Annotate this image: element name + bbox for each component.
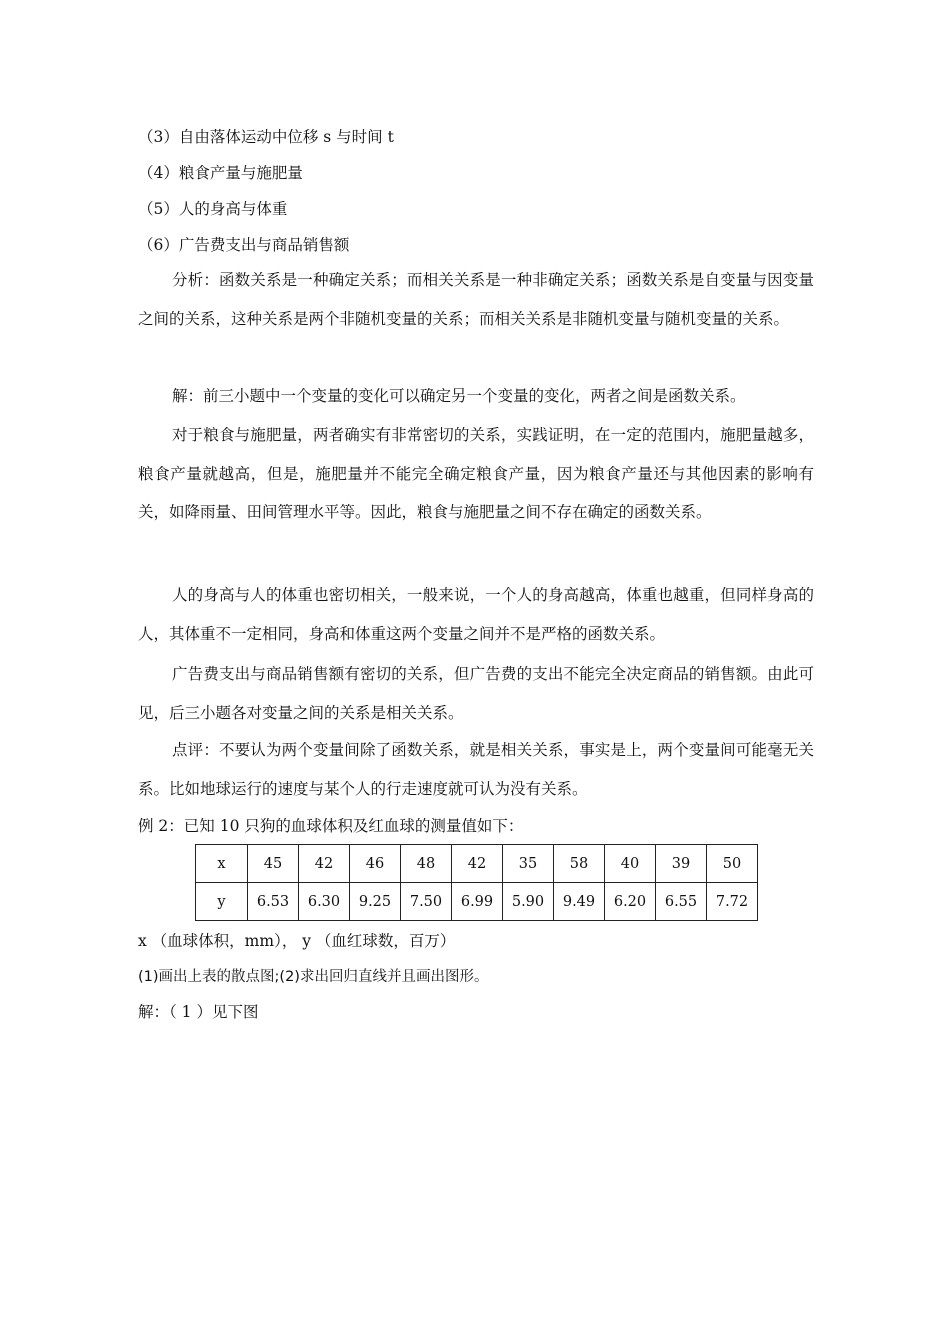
list-item-5: （5）人的身高与体重 <box>138 200 288 218</box>
row-header-y: y <box>196 883 248 921</box>
table-cell: 46 <box>350 845 401 883</box>
table-cell: 35 <box>503 845 554 883</box>
measurement-table <box>195 844 758 921</box>
table-cell: 42 <box>299 845 350 883</box>
table-row <box>196 883 758 921</box>
table-cell: 7.50 <box>401 883 452 921</box>
table-cell: 6.30 <box>299 883 350 921</box>
list-item-6: （6）广告费支出与商品销售额 <box>138 236 350 254</box>
advertising-paragraph: 广告费支出与商品销售额有密切的关系，但广告费的支出不能完全决定商品的销售额。由此可见，后三小题各对变量之间的关系是相关关系。 <box>138 665 814 722</box>
table-cell: 42 <box>452 845 503 883</box>
table-cell: 45 <box>248 845 299 883</box>
height-weight-paragraph: 人的身高与人的体重也密切相关，一般来说，一个人的身高越高，体重也越重，但同样身高的人，其体重不一定相同，身高和体重这两个变量之间并不是严格的函数关系。 <box>138 586 814 643</box>
table-cell: 48 <box>401 845 452 883</box>
table-cell: 6.55 <box>656 883 707 921</box>
table-cell: 6.53 <box>248 883 299 921</box>
table-cell: 6.20 <box>605 883 656 921</box>
list-item-4: （4）粮食产量与施肥量 <box>138 164 303 182</box>
table-row <box>196 845 758 883</box>
table-cell: 9.25 <box>350 883 401 921</box>
question-text: (1)画出上表的散点图;(2)求出回归直线并且画出图形。 <box>138 969 489 985</box>
units-note: x （血球体积，mm）， y （血红球数，百万） <box>138 932 456 950</box>
table-cell: 6.99 <box>452 883 503 921</box>
grain-fertilizer-paragraph: 对于粮食与施肥量，两者确实有非常密切的关系，实践证明，在一定的范围内，施肥量越多，粮食产量就越高，但是，施肥量并不能完全确定粮食产量，因为粮食产量还与其他因素的影响有关，如降雨量、田间管理水平等。因此，粮食与施肥量之间不存在确定的函数关系。 <box>138 426 814 521</box>
example-title: 例 2：已知 10 只狗的血球体积及红血球的测量值如下： <box>138 817 524 835</box>
comment-paragraph: 点评：不要认为两个变量间除了函数关系，就是相关关系，事实是上，两个变量间可能毫无关系。比如地球运行的速度与某个人的行走速度就可认为没有关系。 <box>138 741 814 798</box>
table-cell: 50 <box>707 845 758 883</box>
row-header-x: x <box>196 845 248 883</box>
table-cell: 40 <box>605 845 656 883</box>
solution-paragraph: 解：前三小题中一个变量的变化可以确定另一个变量的变化，两者之间是函数关系。 <box>172 387 746 405</box>
table-cell: 58 <box>554 845 605 883</box>
analysis-paragraph: 分析：函数关系是一种确定关系；而相关关系是一种非确定关系；函数关系是自变量与因变量之间的关系，这种关系是两个非随机变量的关系；而相关关系是非随机变量与随机变量的关系。 <box>138 271 814 328</box>
answer-start: 解：（ 1 ）见下图 <box>138 1003 259 1021</box>
table-cell: 39 <box>656 845 707 883</box>
list-item-3: （3）自由落体运动中位移 s 与时间 t <box>138 128 394 146</box>
table-cell: 9.49 <box>554 883 605 921</box>
table-cell: 5.90 <box>503 883 554 921</box>
table-cell: 7.72 <box>707 883 758 921</box>
